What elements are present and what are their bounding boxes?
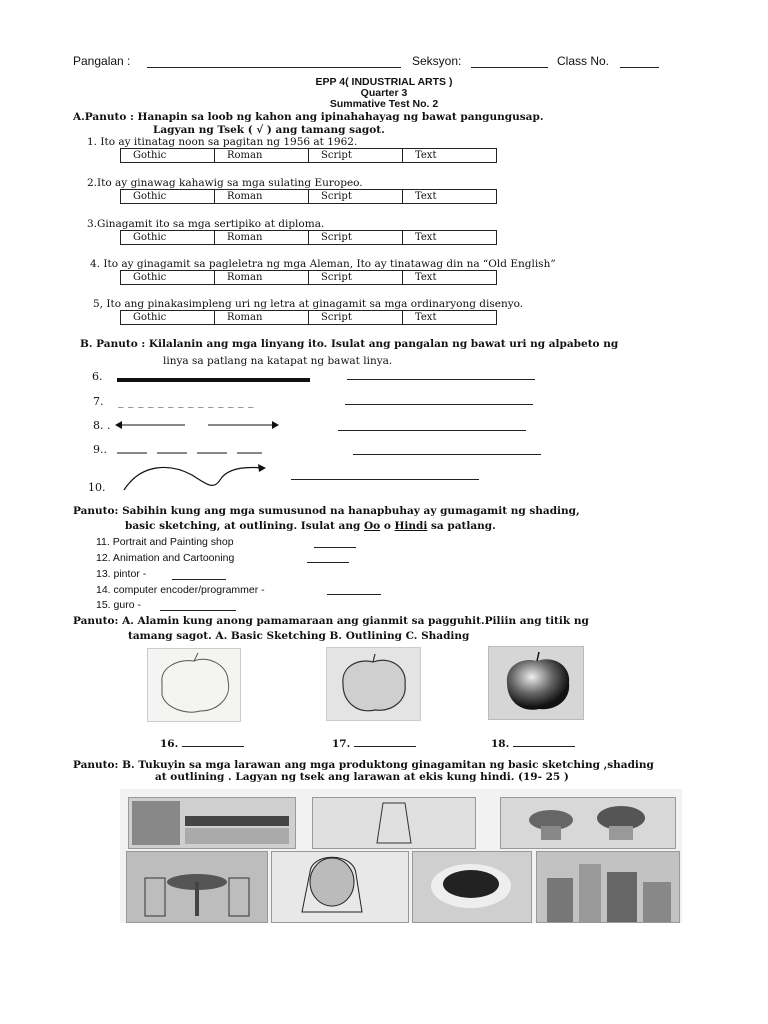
question-2: 2.Ito ay ginawag kahawig sa mga sulating Europeo. bbox=[87, 177, 363, 189]
option-text[interactable]: Text bbox=[403, 149, 497, 163]
part-c-instruction1: Panuto: Sabihin kung ang mga sumusunod na hanapbuhay ay gumagamit ng shading, bbox=[73, 505, 580, 517]
part-b-instruction1: B. Panuto : Kilalanin ang mga linyang ito. Isulat ang pangalan ng bawat uri ng alpabeto ng bbox=[80, 338, 619, 350]
option-roman[interactable]: Roman bbox=[215, 149, 309, 163]
option-gothic[interactable]: Gothic bbox=[121, 271, 215, 285]
label-16: 16. bbox=[160, 736, 244, 750]
photo-tree-sketch bbox=[128, 797, 296, 849]
option-script[interactable]: Script bbox=[309, 311, 403, 325]
option-script[interactable]: Script bbox=[309, 271, 403, 285]
option-text[interactable]: Text bbox=[403, 311, 497, 325]
title-line2: Quarter 3 bbox=[360, 87, 408, 99]
label-17: 17. bbox=[332, 736, 416, 750]
answer-blank-9[interactable] bbox=[353, 454, 541, 455]
item-15: 15. guro - bbox=[96, 599, 141, 611]
item-14: 14. computer encoder/programmer - bbox=[96, 584, 265, 596]
broken-line bbox=[115, 447, 265, 455]
name-label: Pangalan : bbox=[73, 54, 131, 68]
option-roman[interactable]: Roman bbox=[215, 231, 309, 245]
section-label: Seksyon: bbox=[412, 54, 462, 68]
option-script[interactable]: Script bbox=[309, 190, 403, 204]
apple-sketch-image bbox=[147, 648, 241, 722]
item-8-number: 8. . bbox=[93, 419, 111, 432]
photo-potted-plants bbox=[500, 797, 676, 849]
option-text[interactable]: Text bbox=[403, 190, 497, 204]
options-table-5 bbox=[120, 310, 497, 325]
option-gothic[interactable]: Gothic bbox=[121, 190, 215, 204]
part-c-instruction2: basic sketching, at outlining. Isulat ang Oo o Hindi sa patlang. bbox=[125, 520, 496, 532]
option-gothic[interactable]: Gothic bbox=[121, 149, 215, 163]
part-b-instruction2: linya sa patlang na katapat ng bawat linya. bbox=[163, 355, 393, 367]
option-script[interactable]: Script bbox=[309, 149, 403, 163]
item-6-number: 6. bbox=[92, 370, 103, 383]
option-roman[interactable]: Roman bbox=[215, 311, 309, 325]
item-12: 12. Animation and Cartooning bbox=[96, 552, 235, 564]
photo-dress-sketch bbox=[312, 797, 476, 849]
photo-portrait-drawing bbox=[271, 851, 409, 923]
option-text[interactable]: Text bbox=[403, 231, 497, 245]
thick-line bbox=[117, 378, 310, 382]
answer-blank-13[interactable] bbox=[172, 579, 226, 580]
answer-blank-6[interactable] bbox=[347, 379, 535, 380]
item-9-number: 9.. bbox=[93, 443, 107, 456]
name-blank[interactable] bbox=[147, 67, 401, 68]
part-e-instruction2: at outlining . Lagyan ng tsek ang larawan at ekis kung hindi. (19- 25 ) bbox=[155, 771, 569, 783]
part-d-instruction1: Panuto: A. Alamin kung anong pamamaraan ang gianmit sa pagguhit.Piliin ang titik ng bbox=[73, 615, 589, 627]
part-e-instruction1: Panuto: B. Tukuyin sa mga larawan ang mga produktong ginagamitan ng basic sketching ,shading bbox=[73, 759, 654, 771]
answer-blank-11[interactable] bbox=[314, 547, 356, 548]
options-table-3 bbox=[120, 230, 497, 245]
title-line3: Summative Test No. 2 bbox=[329, 98, 439, 110]
classno-label: Class No. bbox=[557, 54, 610, 68]
answer-blank-12[interactable] bbox=[307, 562, 349, 563]
dashed-line: _ _ _ _ _ _ _ _ _ _ _ _ _ _ bbox=[118, 395, 254, 408]
question-3: 3.Ginagamit ito sa mga sertipiko at diploma. bbox=[87, 218, 325, 230]
item-7-number: 7. bbox=[93, 395, 104, 408]
answer-blank-8[interactable] bbox=[338, 430, 526, 431]
part-a-instruction1: A.Panuto : Hanapin sa loob ng kahon ang ipinahahayag ng bawat pangungusap. bbox=[73, 111, 544, 123]
options-table-1 bbox=[120, 148, 497, 163]
option-gothic[interactable]: Gothic bbox=[121, 231, 215, 245]
title-line1: EPP 4( INDUSTRIAL ARTS ) bbox=[315, 76, 453, 88]
option-script[interactable]: Script bbox=[309, 231, 403, 245]
options-table-2 bbox=[120, 189, 497, 204]
question-4: 4. Ito ay ginagamit sa pagleletra ng mga Aleman, Ito ay tinatawag din na “Old English” bbox=[90, 258, 556, 270]
option-gothic[interactable]: Gothic bbox=[121, 311, 215, 325]
item-13: 13. pintor - bbox=[96, 568, 147, 580]
answer-blank-15[interactable] bbox=[160, 610, 236, 611]
apple-outline-image bbox=[326, 647, 421, 721]
curved-line bbox=[122, 460, 272, 496]
option-roman[interactable]: Roman bbox=[215, 271, 309, 285]
question-1: 1. Ito ay itinatag noon sa pagitan ng 1956 at 1962. bbox=[87, 136, 358, 148]
label-18: 18. bbox=[491, 736, 575, 750]
photo-outdoor-chairs bbox=[126, 851, 268, 923]
answer-blank-7[interactable] bbox=[345, 404, 533, 405]
item-11: 11. Portrait and Painting shop bbox=[96, 536, 234, 548]
photo-buildings bbox=[536, 851, 680, 923]
arrow-lines bbox=[115, 418, 285, 432]
classno-blank[interactable] bbox=[620, 67, 659, 68]
item-10-number: 10. bbox=[88, 481, 106, 494]
answer-blank-10[interactable] bbox=[291, 479, 479, 480]
option-roman[interactable]: Roman bbox=[215, 190, 309, 204]
part-d-instruction2: tamang sagot. A. Basic Sketching B. Outlining C. Shading bbox=[128, 630, 470, 642]
answer-blank-14[interactable] bbox=[327, 594, 381, 595]
option-text[interactable]: Text bbox=[403, 271, 497, 285]
options-table-4 bbox=[120, 270, 497, 285]
photo-coffee-cup bbox=[412, 851, 532, 923]
section-blank[interactable] bbox=[471, 67, 548, 68]
part-a-instruction2: Lagyan ng Tsek ( √ ) ang tamang sagot. bbox=[153, 124, 385, 136]
question-5: 5, Ito ang pinakasimpleng uri ng letra at ginagamit sa mga ordinaryong disenyo. bbox=[93, 298, 524, 310]
apple-shaded-image bbox=[488, 646, 584, 720]
